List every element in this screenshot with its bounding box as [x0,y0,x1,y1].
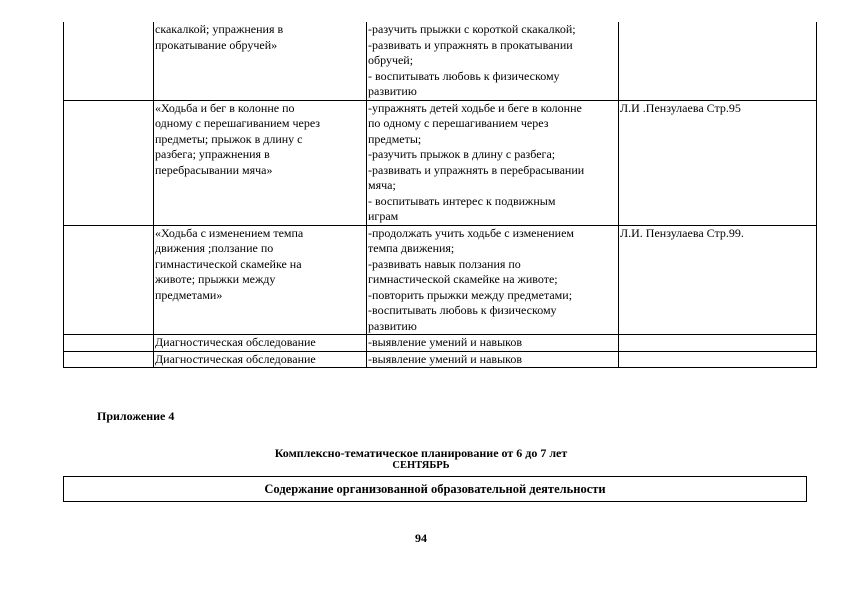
goals-line: гимнастической скамейке на животе; [368,272,558,286]
topic-line: прокатывание обручей» [155,37,278,52]
source-cell [619,351,817,368]
goals-line: по одному с перешагиванием через [368,116,549,130]
goals-cell [367,100,619,225]
table-row [64,351,817,368]
goals-line: темпа движения; [368,241,455,255]
goals-line: -разучить прыжок в длину с разбега; [368,147,556,161]
source-cell [619,22,817,100]
topic-cell [154,335,367,352]
goals-cell [367,22,619,100]
goals-line: -упражнять детей ходьбе и беге в колонне [368,100,582,115]
goals-line: -разучить прыжки с короткой скакалкой; [368,22,576,36]
source-cell [619,100,817,225]
empty-cell [64,225,154,335]
goals-line: -выявление умений и навыков [368,351,523,366]
goals-line: обручей; [368,53,414,67]
goals-line: - воспитывать интерес к подвижным [368,193,556,208]
content-header-text: Содержание организованной образовательной деятельности [264,482,606,496]
empty-cell [64,351,154,368]
topic-cell [154,100,367,225]
goals-line: мяча; [368,178,396,192]
source-cell [619,225,817,335]
goals-line: развитию [368,84,417,98]
empty-cell [64,22,154,100]
goals-line: играм [368,209,399,223]
topic-line: предметами» [155,287,223,302]
plan-title: Комплексно-тематическое планирование от 6 до 7 лет [274,446,568,460]
empty-cell [64,100,154,225]
table-row [64,22,817,100]
topic-line: Диагностическая обследование [155,335,316,349]
topic-line: «Ходьба и бег в колонне по [155,100,295,115]
topic-line: предметы; прыжок в длину с [155,131,303,146]
topic-line: Диагностическая обследование [155,351,316,366]
empty-cell [64,335,154,352]
goals-line: развитию [368,318,417,333]
goals-line: -развивать и упражнять в перебрасывании [368,162,585,177]
source-line: Л.И. Пензулаева Стр.99. [620,225,744,240]
goals-line: -повторить прыжки между предметами; [368,287,573,302]
source-cell [619,335,817,352]
topic-cell [154,22,367,100]
goals-line: -воспитывать любовь к физическому [368,303,557,317]
goals-cell [367,351,619,368]
table-row [64,100,817,225]
topic-line: животе; прыжки между [155,272,276,286]
topic-line: одному с перешагиванием через [155,116,321,130]
goals-cell [367,225,619,335]
goals-cell [367,335,619,352]
goals-line: -продолжать учить ходьбе с изменением [368,225,575,240]
goals-line: - воспитывать любовь к физическому [368,68,560,83]
topic-line: гимнастической скамейке на [155,256,302,271]
plan-table [63,22,817,368]
goals-line: -развивать навык ползания по [368,256,521,271]
table-row [64,335,817,352]
table-row [64,225,817,335]
topic-line: скакалкой; упражнения в [155,22,284,36]
content-header-box [63,476,807,502]
goals-line: -развивать и упражнять в прокатывании [368,37,573,52]
topic-line: перебрасывании мяча» [155,162,273,177]
topic-line: «Ходьба с изменением темпа [155,225,304,240]
topic-line: разбега; упражнения в [155,147,270,161]
goals-line: предметы; [368,131,422,146]
month-title: СЕНТЯБРЬ [392,460,450,471]
appendix-label: Приложение 4 [97,409,175,423]
source-line: Л.И .Пензулаева Стр.95 [620,100,741,115]
page-number: 94 [415,531,427,545]
topic-cell [154,351,367,368]
topic-line: движения ;ползание по [155,241,274,255]
topic-cell [154,225,367,335]
goals-line: -выявление умений и навыков [368,335,523,349]
